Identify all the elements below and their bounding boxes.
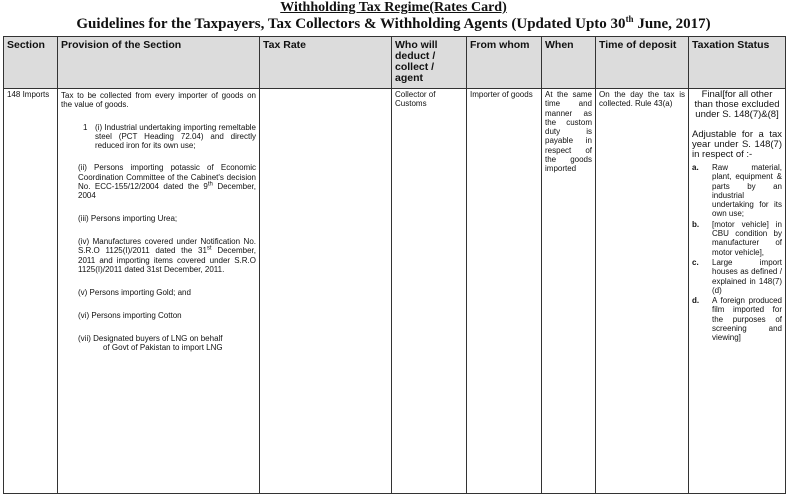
- list-item-text: A foreign produced film imported for the purposes of screening and viewing]: [712, 296, 782, 343]
- provision-item-2-sup: th: [207, 181, 213, 188]
- list-item-text: Raw material, plant, equipment & parts by an industrial undertaking for its own use;: [712, 163, 782, 219]
- cell-provision: [58, 89, 260, 494]
- cell-time-of-deposit: On the day the tax is collected. Rule 43(a): [596, 89, 689, 494]
- list-item: [692, 258, 782, 295]
- header-time-of-deposit: Time of deposit: [596, 37, 689, 89]
- taxation-adjustable: Adjustable for a tax year under S. 148(7) in respect of :-: [692, 129, 782, 160]
- provision-item-4-post: December, 2011 and importing items covered under S.R.O 1125(I)/2011 dated 31st December, 2011.: [78, 246, 257, 274]
- header-when: When: [542, 37, 596, 89]
- provision-item-1-text: (i) Industrial undertaking importing remeltable steel (PCT Heading 72.04) and directly reduced iron for its own use;: [95, 122, 256, 151]
- subtitle-main: Guidelines for the Taxpayers, Tax Collectors & Withholding Agents (Updated Upto 30: [76, 16, 626, 32]
- header-section: Section: [4, 37, 58, 89]
- header-from-whom: From whom: [467, 37, 542, 89]
- list-item-text: [motor vehicle] in CBU condition by manufacturer of motor vehicle],: [712, 219, 782, 257]
- header-tax-rate: Tax Rate: [260, 37, 392, 89]
- provision-intro: Tax to be collected from every importer of goods on the value of goods.: [61, 91, 256, 110]
- list-item-label: a.: [692, 163, 699, 172]
- cell-tax-rate: [260, 89, 392, 494]
- header-row: [4, 37, 786, 89]
- provision-item-4: [78, 237, 256, 274]
- list-item-label: c.: [692, 257, 699, 267]
- table-row: [4, 89, 786, 494]
- list-item-label: b.: [692, 219, 700, 229]
- taxation-list: [692, 163, 782, 343]
- list-item: [692, 163, 782, 219]
- document-subtitle: [0, 16, 787, 33]
- subtitle-sup: th: [625, 14, 634, 24]
- provision-item-2: [78, 163, 256, 200]
- rates-table: [3, 36, 786, 494]
- provision-item-6: (vi) Persons importing Cotton: [78, 311, 182, 321]
- provision-item-7-line2: of Govt of Pakistan to import LNG: [103, 343, 223, 353]
- cell-taxation-status: [689, 89, 786, 494]
- provision-item-2-pre: (ii) Persons importing potassic of Economic Coordination Committee of the Cabinet's decision No. ECC-155/12/2004 dated the 9: [78, 163, 256, 192]
- header-provision: Provision of the Section: [58, 37, 260, 89]
- taxation-final: Final[for all other than those excluded under S. 148(7)&(8]: [694, 89, 780, 120]
- provision-item-number: 1: [83, 122, 88, 132]
- cell-section: 148 Imports: [4, 89, 58, 494]
- header-who: Who will deduct / collect / agent: [392, 37, 467, 89]
- cell-who: Collector of Customs: [392, 89, 467, 494]
- subtitle-end: June, 2017): [633, 16, 711, 32]
- provision-item-4-pre: (iv) Manufactures covered under Notification No. S.R.O 1125(I)/2011 dated the 31: [78, 236, 256, 256]
- provision-item-7: [78, 334, 256, 353]
- provision-item-2-post: December, 2004: [78, 182, 256, 201]
- list-item: [692, 220, 782, 257]
- provision-item-1: [83, 123, 256, 151]
- provision-item-4-sup: st: [206, 245, 212, 252]
- cell-when: At the same time and manner as the custom duty is payable in respect of the goods imported: [542, 89, 596, 494]
- list-item: [692, 296, 782, 342]
- provision-item-3: (iii) Persons importing Urea;: [78, 213, 178, 223]
- document-title: Withholding Tax Regime(Rates Card): [280, 0, 507, 15]
- header-taxation-status: Taxation Status: [689, 37, 786, 89]
- provision-item-5: (v) Persons importing Gold; and: [78, 288, 191, 298]
- list-item-text: Large import houses as defined / explained in 148(7)(d): [712, 257, 782, 295]
- cell-from-whom: Importer of goods: [467, 89, 542, 494]
- list-item-label: d.: [692, 296, 700, 306]
- provision-item-7-line1: (vii) Designated buyers of LNG on behalf: [78, 333, 223, 343]
